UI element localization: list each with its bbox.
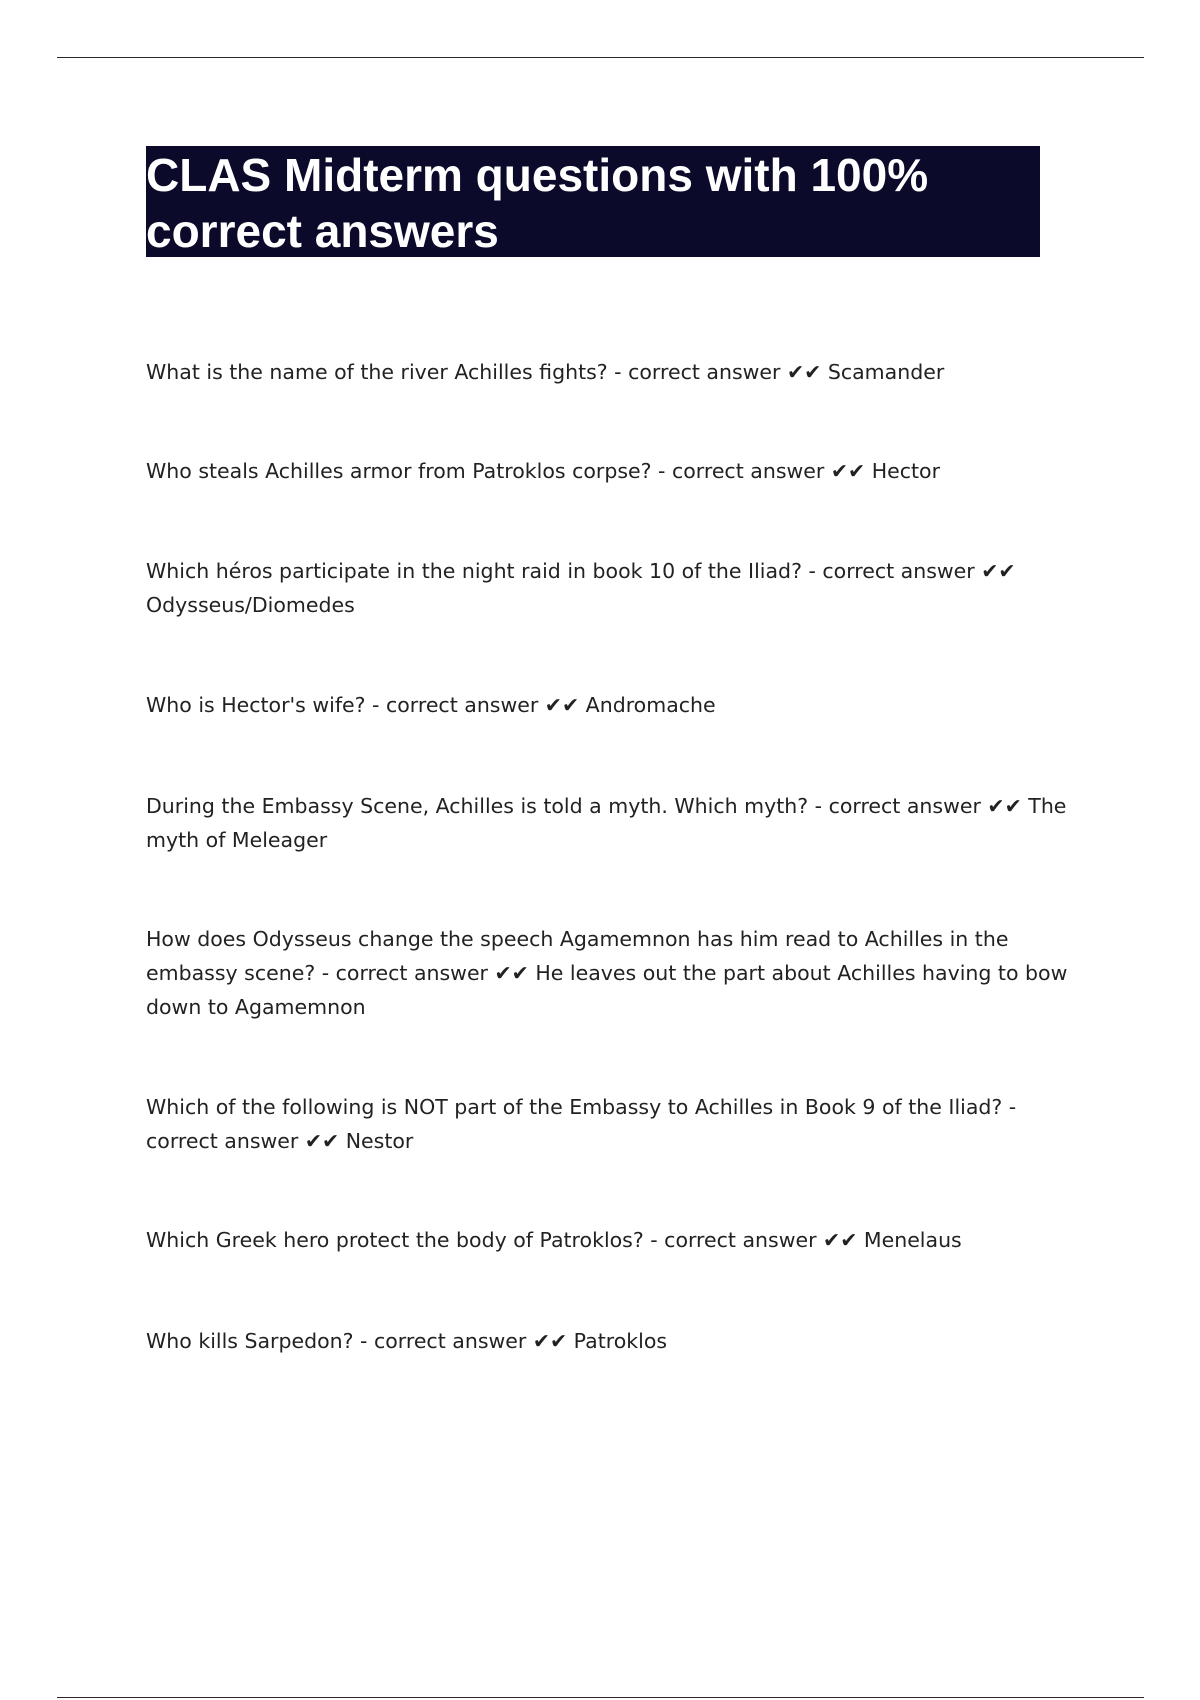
header-rule [57, 57, 1144, 58]
qa-item: Who steals Achilles armor from Patroklos corpse? - correct answer ✔✔ Hector [146, 459, 940, 483]
qa-item: How does Odysseus change the speech Agamemnon has him read to Achilles in the embassy scene? - correct answer ✔✔ He leaves out the part about Achilles having to bow down to Agamemnon [146, 927, 1068, 1019]
qa-item: Who is Hector's wife? - correct answer ✔✔ Andromache [146, 693, 716, 717]
title-banner [146, 146, 1040, 257]
qa-item: What is the name of the river Achilles fights? - correct answer ✔✔ Scamander [146, 360, 945, 384]
qa-item: Which héros participate in the night raid in book 10 of the Iliad? - correct answer ✔✔ Odysseus/Diomedes [146, 559, 1016, 617]
qa-item: Which Greek hero protect the body of Patroklos? - correct answer ✔✔ Menelaus [146, 1228, 962, 1252]
qa-item: Which of the following is NOT part of the Embassy to Achilles in Book 9 of the Iliad? - correct answer ✔✔ Nestor [146, 1095, 1017, 1153]
qa-item: During the Embassy Scene, Achilles is told a myth. Which myth? - correct answer ✔✔ The myth of Meleager [146, 794, 1067, 852]
page-title: CLAS Midterm questions with 100% correct answers [146, 149, 929, 257]
footer-rule [57, 1697, 1144, 1698]
qa-item: Who kills Sarpedon? - correct answer ✔✔ Patroklos [146, 1329, 668, 1353]
